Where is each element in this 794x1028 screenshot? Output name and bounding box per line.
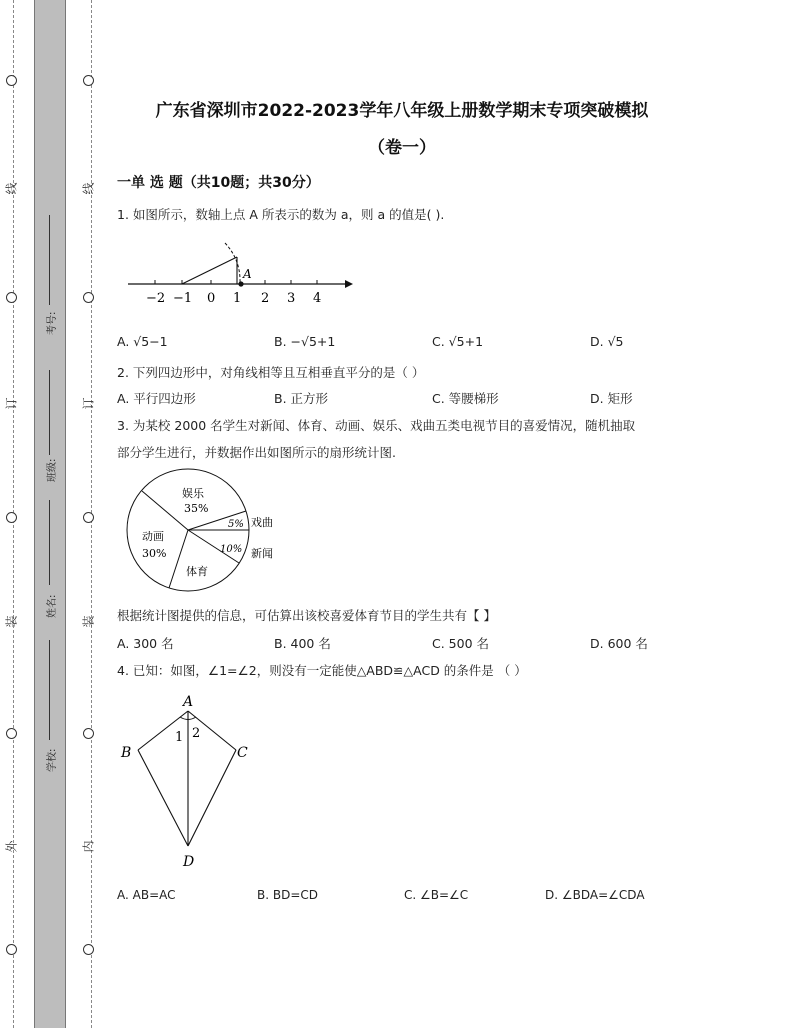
q1-option-d[interactable]: D. √5 (590, 334, 624, 349)
q3-pie-chart (120, 467, 320, 597)
point-a-label: A (243, 267, 252, 281)
q1-stem: 1. 如图所示，数轴上点 A 所表示的数为 a，则 a 的值是( ). (117, 207, 445, 222)
triangle-hypotenuse (182, 257, 237, 284)
outer-char: 装 (4, 615, 19, 628)
q4-option-a[interactable]: A. AB=AC (117, 888, 176, 902)
q4-stem: 4. 已知：如图，∠1=∠2，则没有一定能使△ABD≌△ACD 的条件是 （ ） (117, 663, 527, 678)
q4-kite-figure (115, 690, 275, 880)
slice-label-opera: 戏曲 (251, 516, 273, 529)
slice-label-animation: 动画 (142, 530, 164, 543)
tick-label: 3 (287, 291, 296, 306)
inner-char: 内 (81, 840, 96, 853)
q3-stem-line3: 根据统计图提供的信息，可估算出该校喜爱体育节目的学生共有【 】 (117, 608, 496, 623)
q1-option-b[interactable]: B. −√5+1 (274, 334, 336, 349)
slice-pct-opera: 5% (228, 519, 244, 530)
q2-option-c[interactable]: C. 等腰梯形 (432, 391, 499, 406)
slice-label-entertainment: 娱乐 (182, 487, 204, 500)
angle-1-label: 1 (175, 730, 184, 745)
slice-pct-news: 10% (220, 544, 243, 555)
q2-option-d[interactable]: D. 矩形 (590, 391, 633, 406)
section-heading: 一单 选 题（共10题；共30分） (117, 175, 320, 191)
paper-subtitle: （卷一） (368, 138, 436, 158)
paper-title: 广东省深圳市2022-2023学年八年级上册数学期末专项突破模拟 (155, 101, 649, 121)
punch-hole (83, 75, 94, 86)
vertex-a-label: A (183, 694, 194, 710)
school-blank (49, 640, 50, 740)
tick-label: 2 (261, 291, 270, 306)
punch-hole (83, 728, 94, 739)
q3-option-d[interactable]: D. 600 名 (590, 636, 648, 651)
q3-option-a[interactable]: A. 300 名 (117, 636, 174, 651)
q4-option-d[interactable]: D. ∠BDA=∠CDA (545, 888, 645, 902)
tick-label: −1 (173, 291, 193, 306)
q3-stem-line1: 3. 为某校 2000 名学生对新闻、体育、动画、娱乐、戏曲五类电视节目的喜爱情况，随机抽取 (117, 418, 636, 433)
segment-bd (138, 750, 188, 846)
tick-label: 1 (233, 291, 242, 306)
q4-option-c[interactable]: C. ∠B=∠C (404, 888, 469, 902)
slice-label-news: 新闻 (251, 547, 273, 560)
punch-hole (83, 944, 94, 955)
slice-pct-animation: 30% (142, 547, 167, 560)
inner-char: 订 (81, 397, 96, 410)
q2-stem: 2. 下列四边形中，对角线相等且互相垂直平分的是（ ） (117, 365, 425, 380)
punch-hole (6, 944, 17, 955)
class-field: 班级: (47, 458, 58, 482)
punch-hole (6, 512, 17, 523)
name-blank (49, 500, 50, 585)
tick-label: −2 (146, 291, 166, 306)
class-blank (49, 370, 50, 455)
segment-cd (188, 750, 236, 846)
binding-strip (34, 0, 66, 1028)
outer-char: 线 (4, 182, 19, 195)
inner-char: 装 (81, 615, 96, 628)
q3-option-c[interactable]: C. 500 名 (432, 636, 490, 651)
q4-option-b[interactable]: B. BD=CD (257, 888, 319, 902)
q3-stem-line2: 部分学生进行，并数据作出如图所示的扇形统计图. (117, 445, 396, 460)
vertex-d-label: D (183, 854, 195, 870)
vertex-c-label: C (237, 745, 248, 761)
pie-divider (169, 530, 188, 588)
school-field: 学校: (47, 748, 58, 772)
punch-hole (6, 728, 17, 739)
q1-number-line-figure (125, 240, 365, 320)
outer-char: 外 (4, 840, 19, 853)
q2-option-a[interactable]: A. 平行四边形 (117, 391, 196, 406)
angle-2-label: 2 (192, 726, 201, 741)
q2-option-b[interactable]: B. 正方形 (274, 391, 329, 406)
name-field: 姓名: (47, 594, 58, 618)
q1-option-c[interactable]: C. √5+1 (432, 334, 484, 349)
compass-arc (225, 243, 240, 284)
punch-hole (6, 75, 17, 86)
outer-char: 订 (4, 397, 19, 410)
punch-hole (6, 292, 17, 303)
q1-option-a[interactable]: A. √5−1 (117, 334, 168, 349)
vertex-b-label: B (121, 745, 132, 761)
tick-label: 0 (207, 291, 216, 306)
point-a (238, 281, 243, 286)
q3-option-b[interactable]: B. 400 名 (274, 636, 331, 651)
punch-hole (83, 512, 94, 523)
punch-hole (83, 292, 94, 303)
inner-char: 线 (81, 182, 96, 195)
exam-number-blank (49, 215, 50, 305)
slice-pct-entertainment: 35% (184, 502, 209, 515)
slice-label-sports: 体育 (186, 565, 208, 578)
exam-number-field: 考号: (47, 311, 58, 335)
number-line-arrow (345, 280, 353, 288)
tick-label: 4 (313, 291, 322, 306)
binding-margin (0, 0, 100, 1028)
